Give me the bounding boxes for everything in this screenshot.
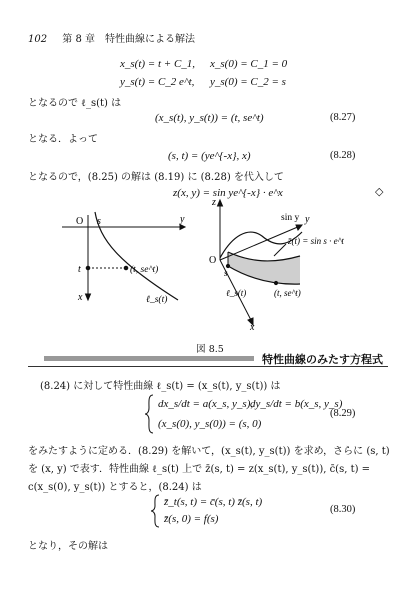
sin-y-label: sin y [281, 213, 300, 223]
eq-8-30-line2: z̄(s, 0) = f(s) [164, 513, 219, 525]
eq-number-8-30: (8.30) [330, 504, 356, 515]
end-of-example-diamond: ◇ [375, 185, 384, 198]
paragraph-text: をみたすように定める．(8.29) を解いて，(x_s(t), y_s(t)) を求め，さらに (s, t) [28, 446, 390, 457]
eq-8-29-line2: (x_s(0), y_s(0)) = (s, 0) [158, 418, 262, 430]
y-label-3d: y [305, 214, 310, 225]
curve-label: ℓ_s(t) [146, 295, 168, 305]
paragraph-text: を (x, y) で表す．特性曲線 ℓ_s(t) 上で z̄(s, t) = z(x_s(t), y_s(t)), c̄(s, t) = [28, 464, 371, 475]
paragraph-text: (8.24) に対して特性曲線 ℓ_s(t) = (x_s(t), y_s(t)) は [40, 381, 281, 392]
s-label-3d: s [224, 268, 228, 278]
text-line: となるので ℓ_s(t) は [28, 98, 122, 109]
eq-xs0: x_s(0) = C_1 = 0 [210, 58, 288, 70]
section-title: 特性曲線のみたす方程式 [262, 353, 383, 366]
brace-8-30 [150, 494, 160, 528]
t-label: t [78, 264, 81, 275]
origin-label: O [76, 216, 84, 227]
eq-number-8-28: (8.28) [330, 150, 356, 161]
page-number: 102 [28, 34, 48, 45]
eq-ys: y_s(t) = C_2 e^t, [120, 76, 195, 88]
point-label: (t, se^t) [130, 265, 159, 275]
eq-8-28: (s, t) = (ye^{-x}, x) [168, 150, 251, 162]
t-point [86, 266, 90, 270]
y-label: y [180, 214, 185, 225]
eq-8-30-line1: z̄_t(s, t) = c̄(s, t) z̄(s, t) [164, 496, 263, 508]
origin-label-3d: O [209, 255, 217, 266]
x-axis-arrow-icon [86, 294, 91, 300]
chapter-title: 第 8 章 特性曲線による解法 [62, 34, 196, 45]
eq-ys0: y_s(0) = C_2 = s [210, 76, 286, 88]
eq-solution: z(x, y) = sin ye^{-x} · e^x [173, 187, 283, 199]
curve-point-right [274, 281, 277, 284]
z-label-pointer [274, 244, 286, 256]
characteristic-curve [95, 212, 178, 300]
x-label-3d: x [250, 322, 255, 333]
figure-caption: 図 8.5 [196, 344, 224, 355]
x-label: x [78, 292, 83, 303]
eq-8-27: (x_s(t), y_s(t)) = (t, se^t) [155, 112, 264, 124]
s-label: s [97, 216, 101, 227]
eq-number-8-29: (8.29) [330, 408, 356, 419]
y-axis-arrow-icon [180, 225, 185, 230]
section-divider [28, 366, 388, 367]
point-label-3d: (t, se^t) [274, 288, 301, 298]
paragraph-text: c(x_s(0), y_s(t)) とすると，(8.24) は [28, 482, 202, 493]
z-axis-arrow-icon [218, 200, 223, 206]
text-line: となる．よって [28, 134, 98, 145]
eq-8-29-line1a: dx_s/dt = a(x_s, y_s), [158, 398, 254, 410]
section-heading-bar [44, 356, 254, 361]
text-line: となるので，(8.25) の解は (8.19) に (8.28) を代入して [28, 172, 284, 183]
y-axis-3d-arrow-icon [296, 225, 302, 230]
paragraph-text: となり，その解は [28, 541, 108, 552]
curve-point [124, 266, 128, 270]
eq-xs: x_s(t) = t + C_1, [120, 58, 196, 70]
brace-8-29 [144, 394, 154, 434]
z-label: z [212, 197, 216, 208]
eq-number-8-27: (8.27) [330, 112, 356, 123]
curve-label-3d: ℓ_s(t) [226, 288, 247, 298]
eq-8-29-line1b: dy_s/dt = b(x_s, y_s) [250, 398, 343, 410]
z-bar-label: z̄(t) = sin s · e^t [288, 236, 344, 246]
